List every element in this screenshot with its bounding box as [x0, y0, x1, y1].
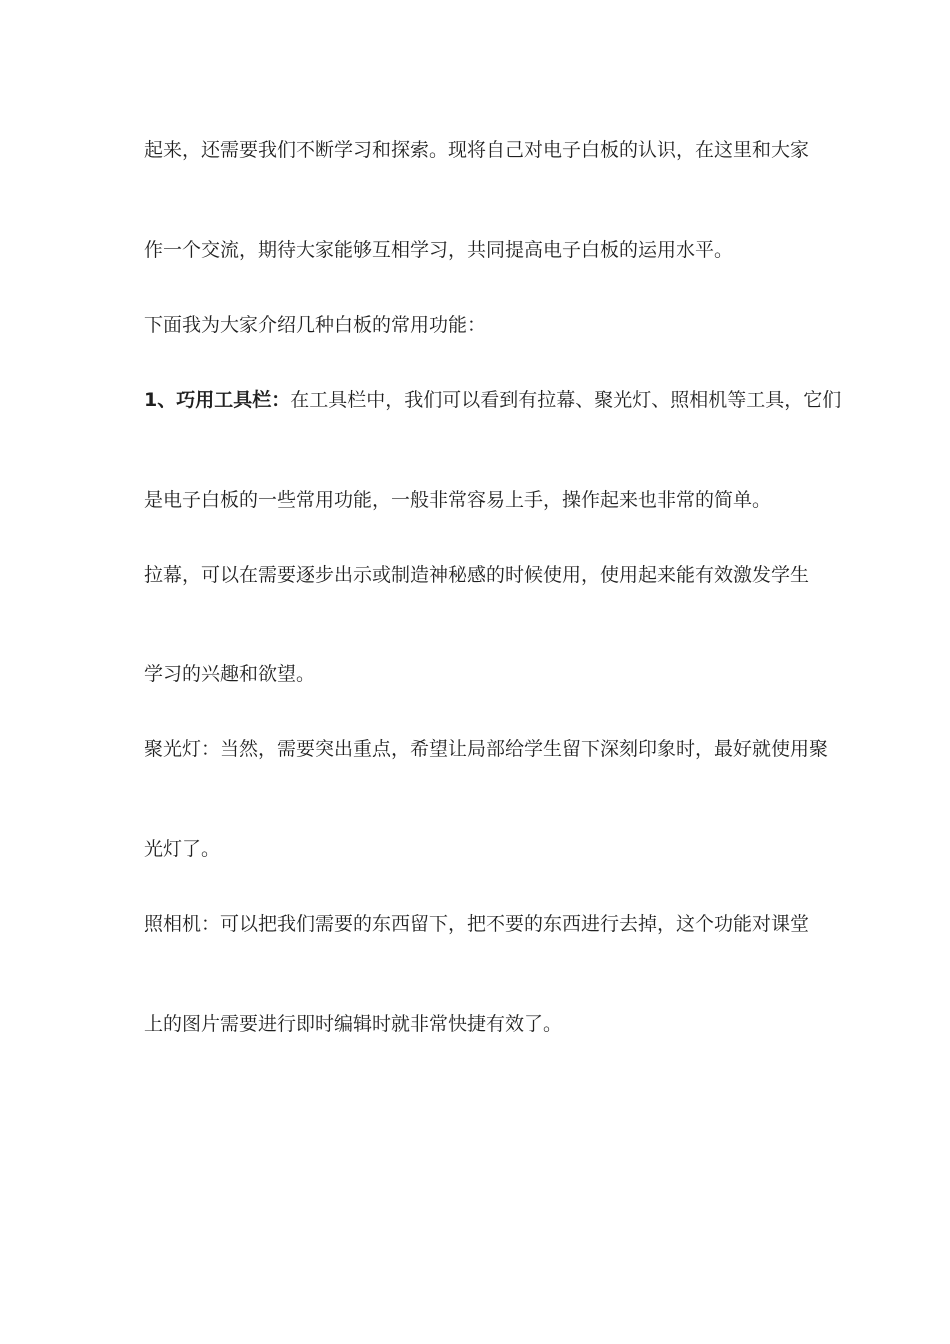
curtain-paragraph-line-2: 学习的兴趣和欲望。: [144, 663, 316, 685]
camera-paragraph-line-2: 上的图片需要进行即时编辑时就非常快捷有效了。: [144, 1013, 563, 1035]
curtain-paragraph-line-1: 拉幕，可以在需要逐步出示或制造神秘感的时候使用，使用起来能有效激发学生: [144, 564, 810, 586]
spotlight-paragraph-line-1: 聚光灯：当然，需要突出重点，希望让局部给学生留下深刻印象时，最好就使用聚: [144, 738, 829, 760]
spotlight-paragraph-line-2: 光灯了。: [144, 838, 221, 860]
camera-paragraph-line-1: 照相机：可以把我们需要的东西留下，把不要的东西进行去掉，这个功能对课堂: [144, 913, 810, 935]
paragraph-line-2: 作一个交流，期待大家能够互相学习，共同提高电子白板的运用水平。: [144, 239, 734, 261]
paragraph-line-3: 下面我为大家介绍几种白板的常用功能：: [144, 314, 487, 336]
section-heading-toolbar: 1、巧用工具栏：: [144, 389, 291, 411]
toolbar-section-line: [144, 387, 842, 413]
paragraph-line-5: 是电子白板的一些常用功能，一般非常容易上手，操作起来也非常的简单。: [144, 489, 772, 511]
paragraph-line-1: 起来，还需要我们不断学习和探索。现将自己对电子白板的认识，在这里和大家: [144, 139, 810, 161]
toolbar-section-text: 在工具栏中，我们可以看到有拉幕、聚光灯、照相机等工具，它们: [290, 389, 842, 411]
